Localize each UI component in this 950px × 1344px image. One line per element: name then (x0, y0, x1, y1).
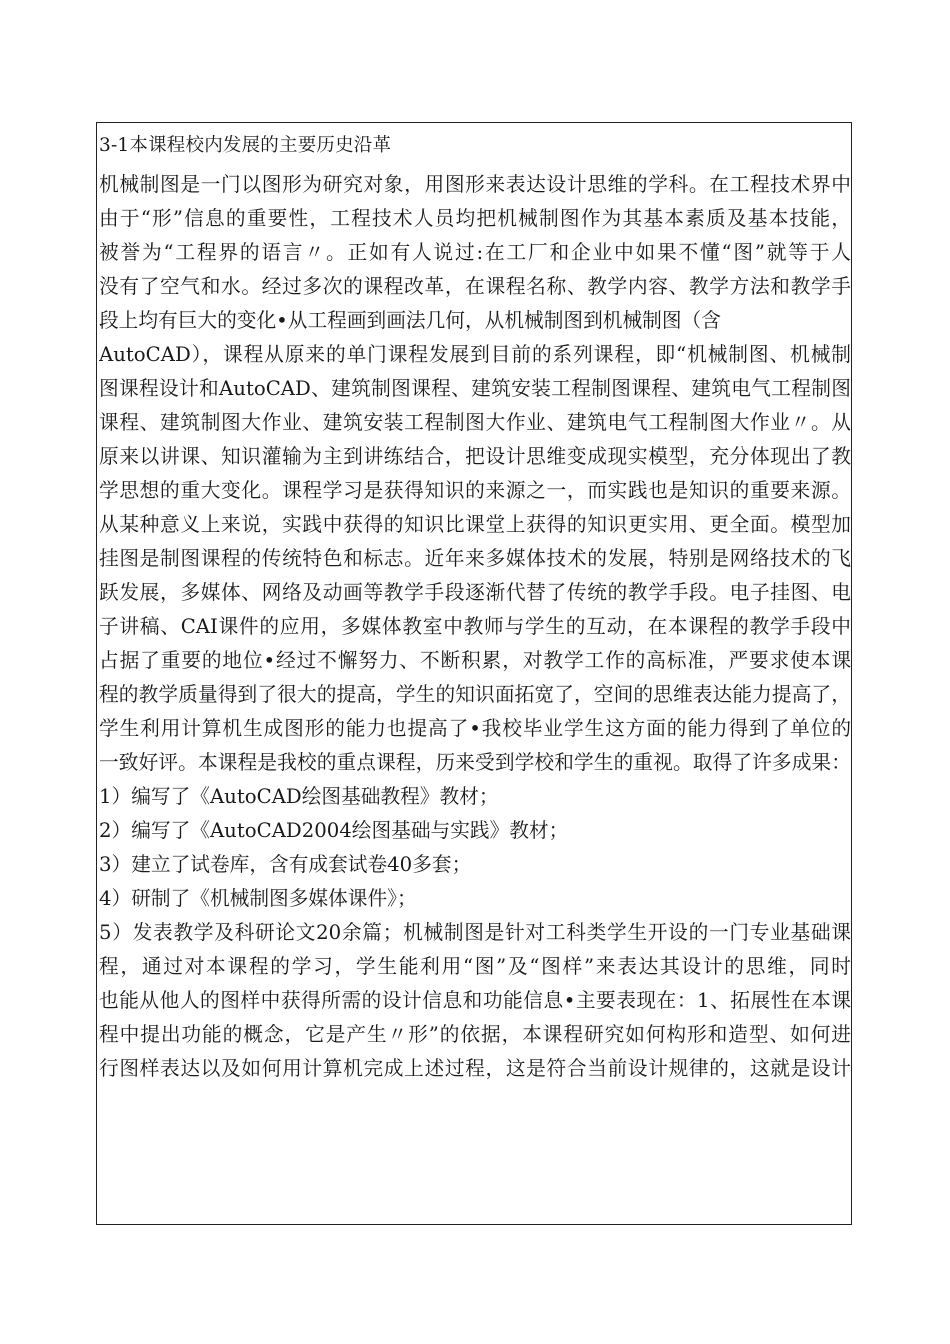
body-line: 挂图是制图课程的传统特色和标志。近年来多媒体技术的发展，特别是网络技术的飞 (99, 547, 851, 570)
body-line: 学生利用计算机生成图形的能力也提高了•我校毕业学生这方面的能力得到了单位的 (99, 717, 851, 740)
body-line: AutoCAD），课程从原来的单门课程发展到目前的系列课程，即“机械制图、机械制 (99, 343, 851, 366)
body-line: 原来以讲课、知识灌输为主到讲练结合，把设计思维变成现实模型，充分体现出了教 (99, 445, 851, 468)
body-line: 一致好评。本课程是我校的重点课程，历来受到学校和学生的重视。取得了许多成果： (99, 751, 851, 774)
body-line: 没有了空气和水。经过多次的课程改革，在课程名称、教学内容、教学方法和教学手 (99, 275, 851, 298)
list-item: 4）研制了《机械制图多媒体课件》； (99, 887, 417, 910)
list-item: 2）编写了《AutoCAD2004绘图基础与实践》教材； (99, 819, 569, 842)
body-line: 从某种意义上来说，实践中获得的知识比课堂上获得的知识更实用、更全面。模型加 (99, 513, 851, 536)
document-frame (96, 122, 852, 1225)
body-line: 机械制图是一门以图形为研究对象，用图形来表达设计思维的学科。在工程技术界中 (99, 173, 851, 196)
body-line: 行图样表达以及如何用计算机完成上述过程，这是符合当前设计规律的，这就是设计 (99, 1057, 851, 1080)
body-line: 也能从他人的图样中获得所需的设计信息和功能信息•主要表现在：1、拓展性在本课 (99, 989, 851, 1012)
body-line: 被誉为“工程界的语言〃。正如有人说过:在工厂和企业中如果不懂“图”就等于人 (99, 241, 851, 264)
body-line: 学思想的重大变化。课程学习是获得知识的来源之一，而实践也是知识的重要来源。 (99, 479, 851, 502)
body-line: 子讲稿、CAI课件的应用，多媒体教室中教师与学生的互动，在本课程的教学手段中 (99, 615, 851, 638)
body-line: 程中提出功能的概念，它是产生〃形”的依据，本课程研究如何构形和造型、如何进 (99, 1023, 851, 1046)
body-line: 程，通过对本课程的学习，学生能利用“图”及“图样”来表达其设计的思维，同时 (99, 955, 851, 978)
section-heading: 3-1本课程校内发展的主要历史沿革 (99, 135, 392, 156)
body-line: 占据了重要的地位•经过不懈努力、不断积累，对教学工作的高标准，严要求使本课 (99, 649, 851, 672)
list-item: 3）建立了试卷库，含有成套试卷40多套； (99, 853, 472, 876)
list-item: 5）发表教学及科研论文20余篇；机械制图是针对工科类学生开设的一门专业基础课 (99, 921, 851, 944)
body-text (99, 168, 851, 1086)
body-line: 跃发展，多媒体、网络及动画等教学手段逐渐代替了传统的教学手段。电子挂图、电 (99, 581, 851, 604)
body-line: 图课程设计和AutoCAD、建筑制图课程、建筑安装工程制图课程、建筑电气工程制图 (99, 377, 851, 400)
body-line: 段上均有巨大的变化•从工程画到画法几何，从机械制图到机械制图（含 (99, 309, 721, 332)
body-line: 由于“形”信息的重要性，工程技术人员均把机械制图作为其基本素质及基本技能， (99, 207, 851, 230)
body-line: 课程、建筑制图大作业、建筑安装工程制图大作业、建筑电气工程制图大作业〃。从 (99, 411, 851, 434)
body-line: 程的教学质量得到了很大的提高，学生的知识面拓宽了，空间的思维表达能力提高了， (99, 683, 851, 706)
list-item: 1）编写了《AutoCAD绘图基础教程》教材； (99, 785, 499, 808)
